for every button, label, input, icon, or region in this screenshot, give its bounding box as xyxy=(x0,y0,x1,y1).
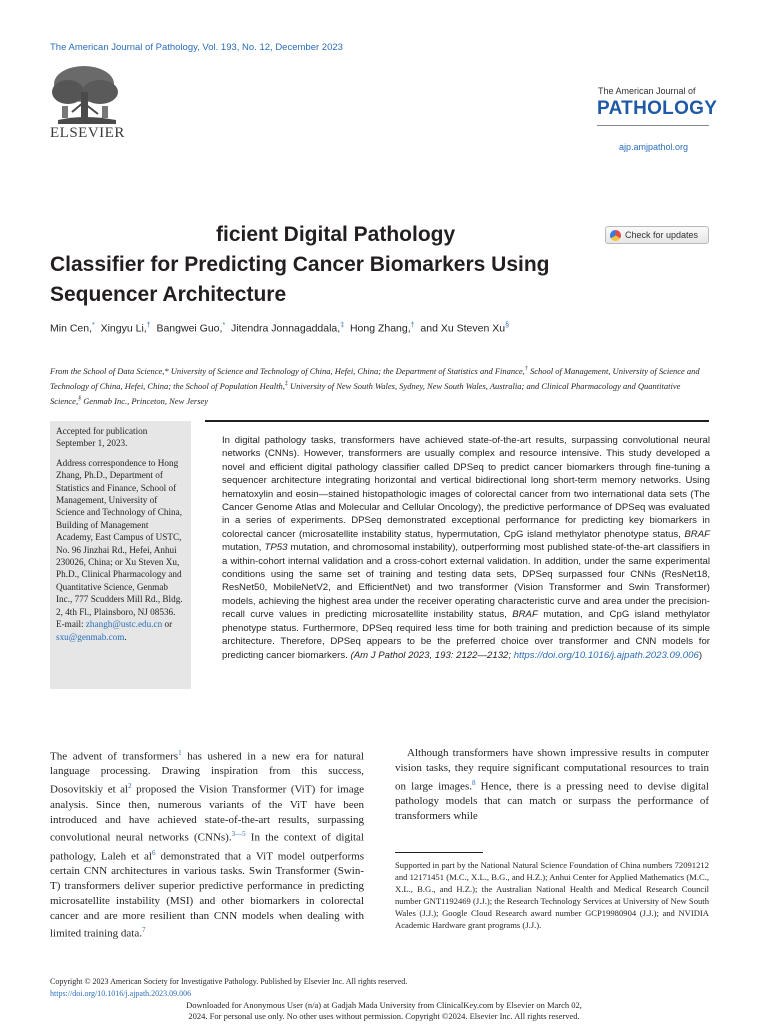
affiliation-text: University of New South Wales, Sydney, New South Wales, Australia; and Clinical Pharmacology and Quantitative Science, xyxy=(50,380,681,406)
reference-link[interactable]: 1 xyxy=(178,749,182,757)
author-name[interactable]: Bangwei Guo, xyxy=(156,322,223,335)
abstract xyxy=(222,434,710,662)
citation: (Am J Pathol 2023, 193: 2122—2132; xyxy=(350,649,514,661)
abstract-divider xyxy=(205,420,709,422)
body-text: In the context of digital pathology, Laleh et al xyxy=(50,831,364,863)
author-mark: * xyxy=(222,322,226,329)
gene-name: TP53 xyxy=(264,542,288,554)
author-name[interactable]: Hong Zhang, xyxy=(349,322,411,335)
journal-url-link[interactable]: ajp.amjpathol.org xyxy=(619,142,689,152)
download-line-1: Downloaded for Anonymous User (n/a) at Gadjah Mada University from ClinicalKey.com by Elsevier on March 02, xyxy=(186,1000,582,1010)
author-mark: † xyxy=(410,322,415,329)
abstract-text: In digital pathology tasks, transformers have achieved state-of-the-art results, surpassing convolutional neural networks (CNNs). However, transformers are usually complex and resource intensive. This study developed a novel and efficient digital pathology classifier called DPSeq to predict cancer biomarkers through fine-tuning a sequencer architecture integrating horizontal and vertical bidirectional long short-term memory networks. Using hematoxylin and eosin—stained histopathologic images of colorectal cancer from two international data sets (The Cancer Genome Atlas and Molecular and Cellular Oncology), the predictive performance of DPSeq was evaluated in a series of experiments. DPSeq demonstrated exceptional performance for predicting key biomarkers in colorectal cancer (microsatellite instability status, hypermutation, CpG island methylator phenotype status, xyxy=(222,435,710,540)
abstract-text: mutation, and chromosomal instability), outperforming most published state-of-the-art classifiers in a within-cohort internal validation and a cross-cohort external validation. In addition, under the same experimental conditions using the same set of training and testing data sets, DPSeq surpassed four CNNs (ResNet18, ResNet50, MobileNetV2, and EfficientNet) and two transformer (Vision Transformer and Swin Transformer) models, achieving the highest area under the receiver operating characteristic curve and area under the precision-recall curve values in predicting microsatellite instability status, xyxy=(222,542,710,621)
author-mark: ‡ xyxy=(340,322,345,329)
correspondence-address xyxy=(56,457,185,643)
affiliation-mark: § xyxy=(78,395,82,402)
publisher-wordmark: ELSEVIER xyxy=(50,125,125,141)
reference-link[interactable]: 6 xyxy=(151,848,156,857)
email-label: E-mail: xyxy=(56,619,86,630)
author-mark: † xyxy=(146,322,151,329)
article-title xyxy=(50,220,610,310)
author-name[interactable]: Xingyu Li, xyxy=(100,322,147,335)
journal-citation: The American Journal of Pathology, Vol. 193, No. 12, December 2023 xyxy=(50,42,343,53)
affiliation-mark: ‡ xyxy=(284,380,288,387)
title-line-1: ficient Digital Pathology xyxy=(216,223,456,246)
download-line-2: 2024. For personal use only. No other uses without permission. Copyright ©2024. Elsevier Inc. All rights reserved. xyxy=(188,1010,580,1021)
journal-name-small: The American Journal of xyxy=(598,86,696,96)
body-text: The advent of transformers xyxy=(50,750,179,763)
affiliation-text: School of Management, University of Science and Technology of China, Hefei, China; the School of Population Health, xyxy=(50,365,700,391)
abstract-text: mutation, and CpG island methylator phenotype status. Furthermore, DPSeq required less time for both training and prediction because of its simple architecture. Therefore, DPSeq appears to be the preferred choice over transformer and CNN models for predicting cancer biomarkers. xyxy=(222,609,710,661)
download-notice xyxy=(0,1000,768,1021)
journal-divider xyxy=(597,125,709,126)
affiliation-text: From the School of Data Science,* University of Science and Technology of China, Hefei, China; the Department of Statistics and Finance, xyxy=(50,365,525,376)
email-or: or xyxy=(162,619,173,630)
body-column-right xyxy=(395,746,709,824)
article-info-sidebar xyxy=(50,421,191,689)
footnote-divider xyxy=(395,852,483,853)
author-mark: § xyxy=(505,322,509,329)
check-updates-label: Check for updates xyxy=(625,230,699,240)
doi-link[interactable]: https://doi.org/10.1016/j.ajpath.2023.09.006 xyxy=(513,649,699,661)
author-name[interactable]: Min Cen, xyxy=(50,322,93,335)
affiliation-text: Genmab Inc., Princeton, New Jersey xyxy=(81,395,209,406)
reference-link[interactable]: 3—5 xyxy=(231,830,246,839)
email-link-1[interactable]: zhangh@ustc.edu.cn xyxy=(85,619,163,630)
reference-link[interactable]: 2 xyxy=(128,782,132,791)
body-text: has ushered in a new era for natural language processing. Drawing inspiration from this success, Dosovitskiy et al xyxy=(50,750,364,796)
funding-footnote: Supported in part by the National Natural Science Foundation of China numbers 72091212 and 12171451 (M.C., X.L., B.G., and H.Z.); Anhui Center for Applied Mathematics (M.C., X.L., B.G., and H.Z.); the Australian National Health and Medical Research Council number GNT1192469 (J.J.); the Research Technology Services at University of New South Wales (J.J.); Google Cloud Research award number GCP19980904 (J.J.); and NVIDIA Academic Hardware grant programs (J.J.). xyxy=(395,860,709,930)
author-mark: * xyxy=(92,322,95,329)
email-end: . xyxy=(124,631,127,642)
author-name[interactable]: and Xu Steven Xu xyxy=(420,322,506,335)
body-text: Hence, there is a pressing need to devise digital pathology models that can match or surpass the performance of transformers while xyxy=(395,780,709,822)
crossmark-icon xyxy=(610,230,621,241)
accepted-date: Accepted for publication September 1, 2023. xyxy=(56,426,148,449)
abstract-text: mutation, xyxy=(222,542,265,554)
title-line-3: Sequencer Architecture xyxy=(50,283,287,306)
copyright-notice: Copyright © 2023 American Society for Investigative Pathology. Published by Elsevier Inc. All rights reserved. xyxy=(50,977,408,986)
affiliation-mark: † xyxy=(524,366,528,372)
correspondence-text: Address correspondence to Hong Zhang, Ph.D., Department of Statistics and Finance, School of Management, University of Science and Technology of China, Building of Management Academy, East Campus of USTC, No. 96 Jinzhai Rd., Hefei, Anhui 230026, China; or Xu Steven Xu, Ph.D., Clinical Pharmacology and Quantitative Science, Genmab Inc., 777 Scudders Mill Rd., Bldg. 2, 4th Fl., Plainsboro, NJ 08536. xyxy=(56,457,183,617)
gene-name: BRAF xyxy=(512,609,538,621)
author-name[interactable]: Jitendra Jonnagaddala, xyxy=(231,322,341,335)
title-line-2: Classifier for Predicting Cancer Biomarkers Using xyxy=(50,253,550,276)
body-column-left xyxy=(50,746,364,942)
citation-end: ) xyxy=(698,649,703,661)
reference-link[interactable]: 8 xyxy=(471,778,476,787)
check-for-updates-button[interactable] xyxy=(605,226,709,244)
body-text: demonstrated that a ViT model outperforms certain CNN architectures in various tasks. Swin Transformer (Swin-T) transformers deliver superior predictive performance in predicting microsatellite instability (MSI) and other biomarkers in colorectal cancer and are more resilient than CNN models when dealing with limited training data. xyxy=(50,850,364,941)
gene-name: BRAF xyxy=(684,528,710,540)
author-list xyxy=(50,322,509,335)
journal-name: PATHOLOGY xyxy=(597,98,718,119)
email-link-2[interactable]: sxu@genmab.com xyxy=(56,631,125,642)
body-text: proposed the Vision Transformer (ViT) for image analysis. Since then, numerous variants of the ViT have been introduced and have achieved state-of-the-art results, surpassing convolutional neural networks (CNNs). xyxy=(50,783,364,844)
footer-doi-link[interactable]: https://doi.org/10.1016/j.ajpath.2023.09.006 xyxy=(50,989,192,998)
affiliations xyxy=(50,363,710,407)
reference-link[interactable]: 7 xyxy=(141,926,146,935)
body-text: Although transformers have shown impressive results in computer vision tasks, they require significant computational resources to train on large images. xyxy=(395,747,709,793)
